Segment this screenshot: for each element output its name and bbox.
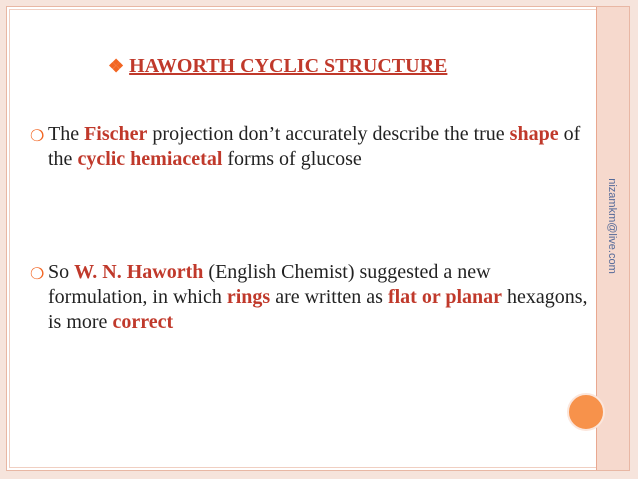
circle-bullet-icon: ❍	[30, 264, 45, 283]
orange-circle-decoration	[567, 393, 605, 431]
highlighted-term: rings	[226, 286, 271, 308]
slide-title-row	[108, 55, 447, 78]
highlighted-term: shape	[509, 123, 559, 145]
bullet-paragraph-1	[30, 122, 590, 172]
text-segment: of the	[48, 123, 581, 170]
bullet-paragraph-2	[30, 260, 590, 335]
highlighted-term: cyclic hemiacetal	[77, 148, 223, 170]
circle-bullet-icon: ❍	[30, 126, 45, 145]
highlighted-term: flat or planar	[387, 286, 503, 308]
text-segment: hexagons, is more	[48, 286, 588, 333]
side-email: nizamkm@live.com	[606, 178, 618, 274]
highlighted-term: Fischer	[84, 123, 148, 145]
text-segment: projection don’t accurately describe the true	[147, 123, 510, 145]
text-segment: are written as	[270, 286, 388, 308]
text-segment: forms of glucose	[222, 148, 362, 170]
highlighted-term: correct	[112, 311, 174, 333]
paragraph-text	[48, 122, 590, 172]
text-segment: The	[48, 123, 85, 145]
text-segment: So	[48, 261, 75, 283]
diamond-bullet-icon: ❖	[108, 56, 125, 76]
text-segment: (English Chemist) suggested a new formulation, in which	[48, 261, 491, 308]
slide-title: HAWORTH CYCLIC STRUCTURE	[129, 55, 448, 77]
highlighted-term: W. N. Haworth	[74, 261, 204, 283]
paragraph-text	[48, 260, 590, 335]
